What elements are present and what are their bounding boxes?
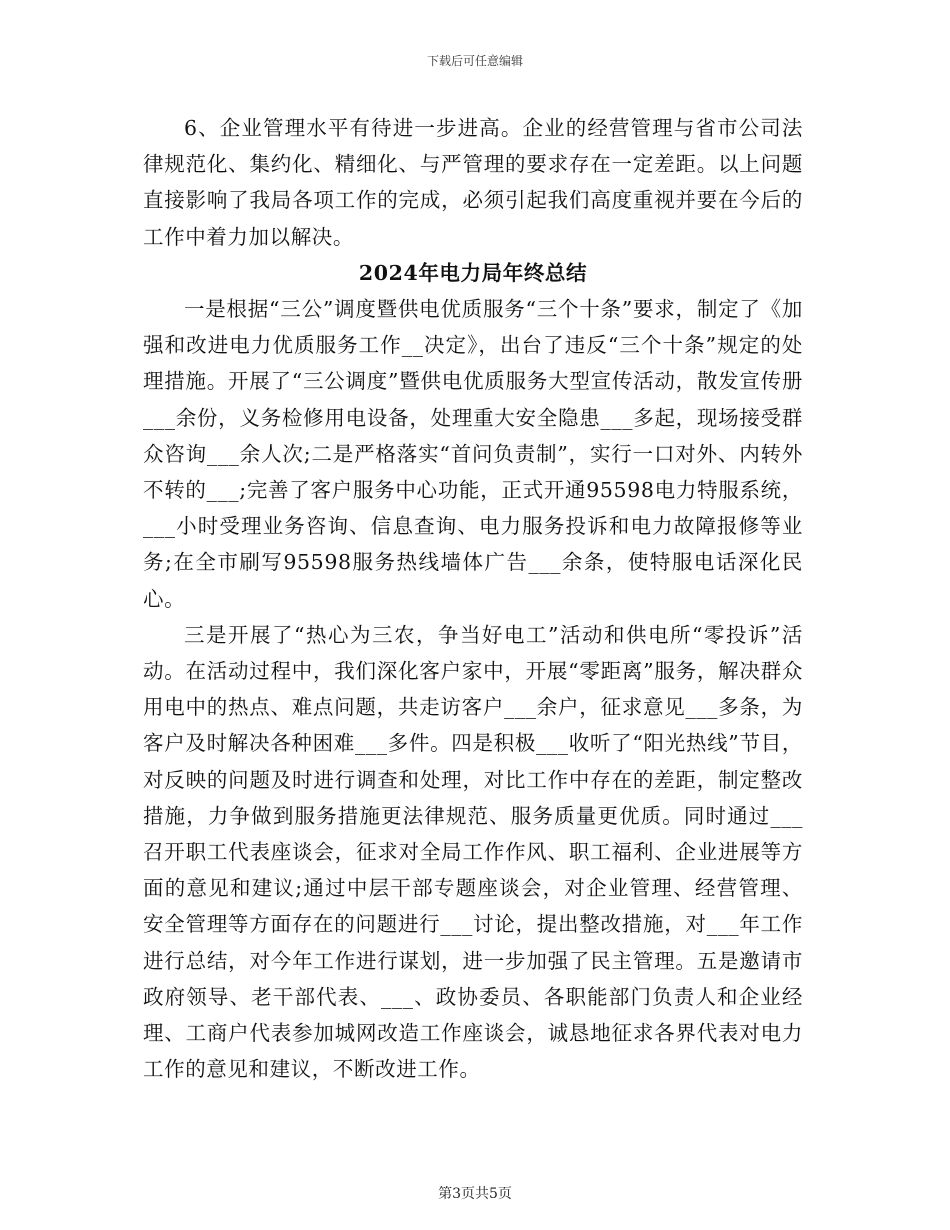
paragraph-service-measures: 一是根据“三公”调度暨供电优质服务“三个十条”要求，制定了《加强和改进电力优质服务工作__决定》，出台了违反“三个十条”规定的处理措施。开展了“三公调度”暨供电优质服务大型宣传活动，散发宣传册___余份，义务检修用电设备，处理重大安全隐患___多起，现场接受群众咨询___余人次;二是严格落实“首问负责制”，实行一口对外、内转外不转的___;完善了客户服务中心功能，正式开通95598电力特服系统，___小时受理业务咨询、信息查询、电力服务投诉和电力故障报修等业务;在全市刷写95598服务热线墙体广告___余条，使特服电话深化民心。 <box>143 297 803 611</box>
page-header: 下载后可任意编辑 <box>426 54 523 68</box>
paragraph-management-issues: 6、企业管理水平有待进一步进高。企业的经营管理与省市公司法律规范化、集约化、精细化、与严管理的要求存在一定差距。以上问题直接影响了我局各项工作的完成，必须引起我们高度重视并要在今后的工作中着力加以解决。 <box>143 116 803 249</box>
document-title: 2024年电力局年终总结 <box>358 260 588 285</box>
paragraph-rural-activities: 三是开展了“热心为三农，争当好电工”活动和供电所“零投诉”活动。在活动过程中，我们深化客户家中，开展“零距离”服务，解决群众用电中的热点、难点问题，共走访客户___余户，征求意见___多条，为客户及时解决各种困难___多件。四是积极___收听了“阳光热线”节目，对反映的问题及时进行调查和处理，对比工作中存在的差距，制定整改措施，力争做到服务措施更法律规范、服务质量更优质。同时通过___召开职工代表座谈会，征求对全局工作作风、职工福利、企业进展等方面的意见和建议;通过中层干部专题座谈会，对企业管理、经营管理、安全管理等方面存在的问题进行___讨论，提出整改措施，对___年工作进行总结，对今年工作进行谋划，进一步加强了民主管理。五是邀请市政府领导、老干部代表、___、政协委员、各职能部门负责人和企业经理、工商户代表参加城网改造工作座谈会，诚恳地征求各界代表对电力工作的意见和建议，不断改进工作。 <box>143 622 803 1082</box>
document-body <box>143 110 803 1087</box>
page-number: 第3页共5页 <box>438 1186 512 1202</box>
